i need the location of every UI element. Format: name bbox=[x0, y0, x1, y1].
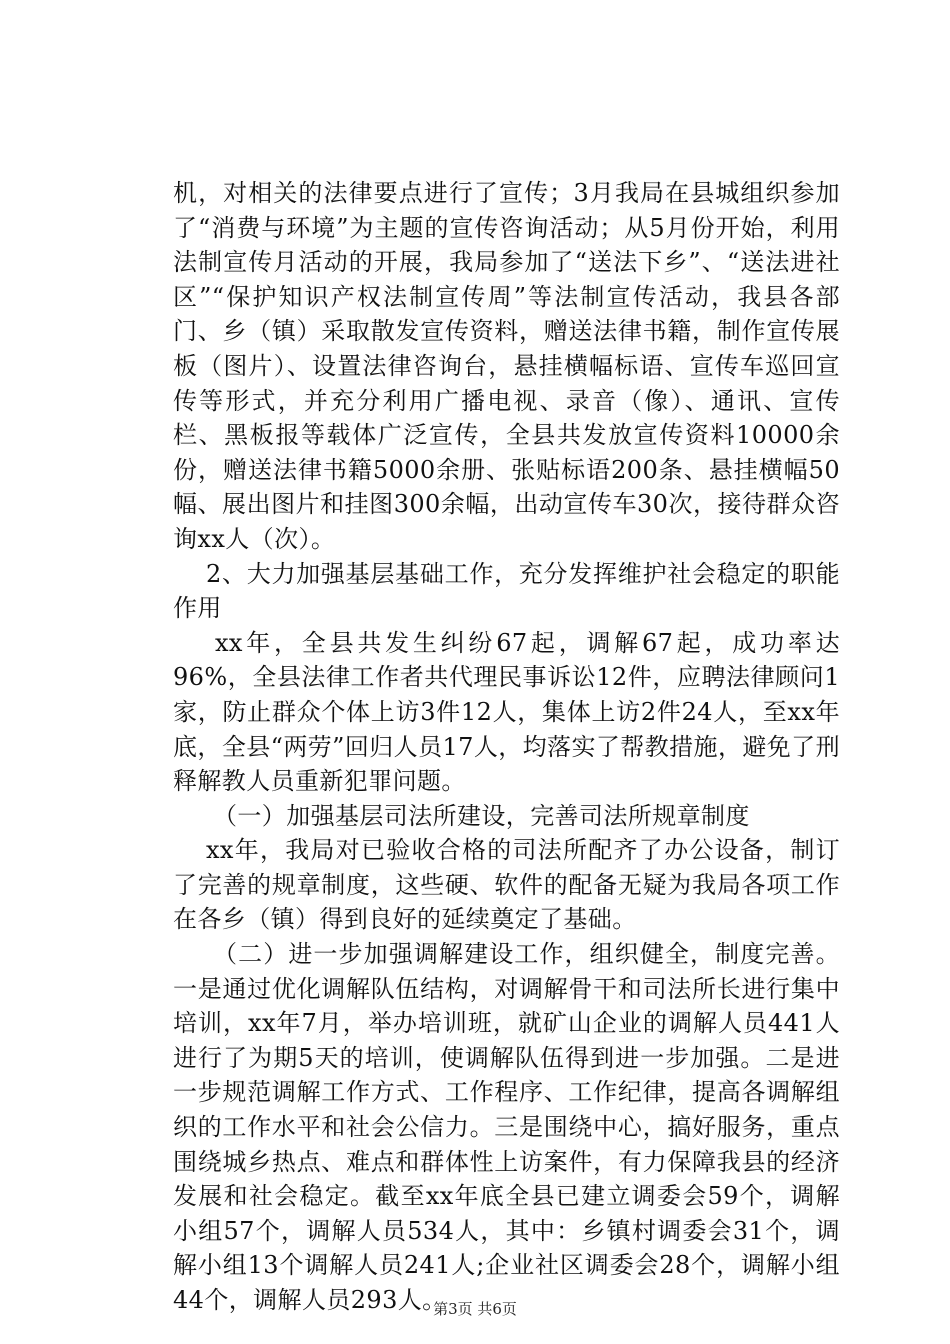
subheading-1: （一）加强基层司法所建设，完善司法所规章制度 bbox=[213, 801, 750, 830]
paragraph-mediation: （二）进一步加强调解建设工作，组织健全，制度完善。一是通过优化调解队伍结构，对调解骨干和司法所长进行集中培训，xx年7月，举办培训班，就矿山企业的调解人员441人进行了为期5天的培训，使调解队伍得到进一步加强。二是进一步规范调解工作方式、工作程序、工作纪律，提高各调解组织的工作水平和社会公信力。三是围绕中心，搞好服务，重点围绕城乡热点、难点和群体性上访案件，有力保障我县的经济发展和社会稳定。截至xx年底全县已建立调委会59个，调解小组57个，调解人员534人，其中：乡镇村调委会31个，调解小组13个调解人员241人;企业社区调委会28个，调解小组44个，调解人员293人。 bbox=[173, 940, 840, 1314]
paragraph-justice-office: xx年，我局对已验收合格的司法所配齐了办公设备，制订了完善的规章制度，这些硬、软件的配备无疑为我局各项工作在各乡（镇）得到良好的延续奠定了基础。 bbox=[173, 836, 840, 934]
paragraph-disputes: xx年，全县共发生纠纷67起，调解67起，成功率达96%，全县法律工作者共代理民事诉讼12件，应聘法律顾问1家，防止群众个体上访3件12人，集体上访2件24人，至xx年底，全县“两劳”回归人员17人，均落实了帮教措施，避免了刑释解教人员重新犯罪问题。 bbox=[173, 628, 840, 796]
section-heading-2: 2、大力加强基层基础工作，充分发挥维护社会稳定的职能作用 bbox=[173, 559, 840, 623]
paragraph-publicity: 机，对相关的法律要点进行了宣传；3月我局在县城组织参加了“消费与环境”为主题的宣传咨询活动；从5月份开始，利用法制宣传月活动的开展，我局参加了“送法下乡”、“送法进社区”“保护知识产权法制宣传周”等法制宣传活动，我县各部门、乡（镇）采取散发宣传资料，赠送法律书籍，制作宣传展板（图片）、设置法律咨询台，悬挂横幅标语、宣传车巡回宣传等形式，并充分利用广播电视、录音（像）、通讯、宣传栏、黑板报等载体广泛宣传，全县共发放宣传资料10000余份，赠送法律书籍5000余册、张贴标语200条、悬挂横幅50幅、展出图片和挂图300余幅，出动宣传车30次，接待群众咨询xx人（次）。 bbox=[173, 179, 840, 553]
page-footer: 第3页 共6页 bbox=[433, 1300, 517, 1318]
document-body bbox=[173, 176, 840, 1318]
